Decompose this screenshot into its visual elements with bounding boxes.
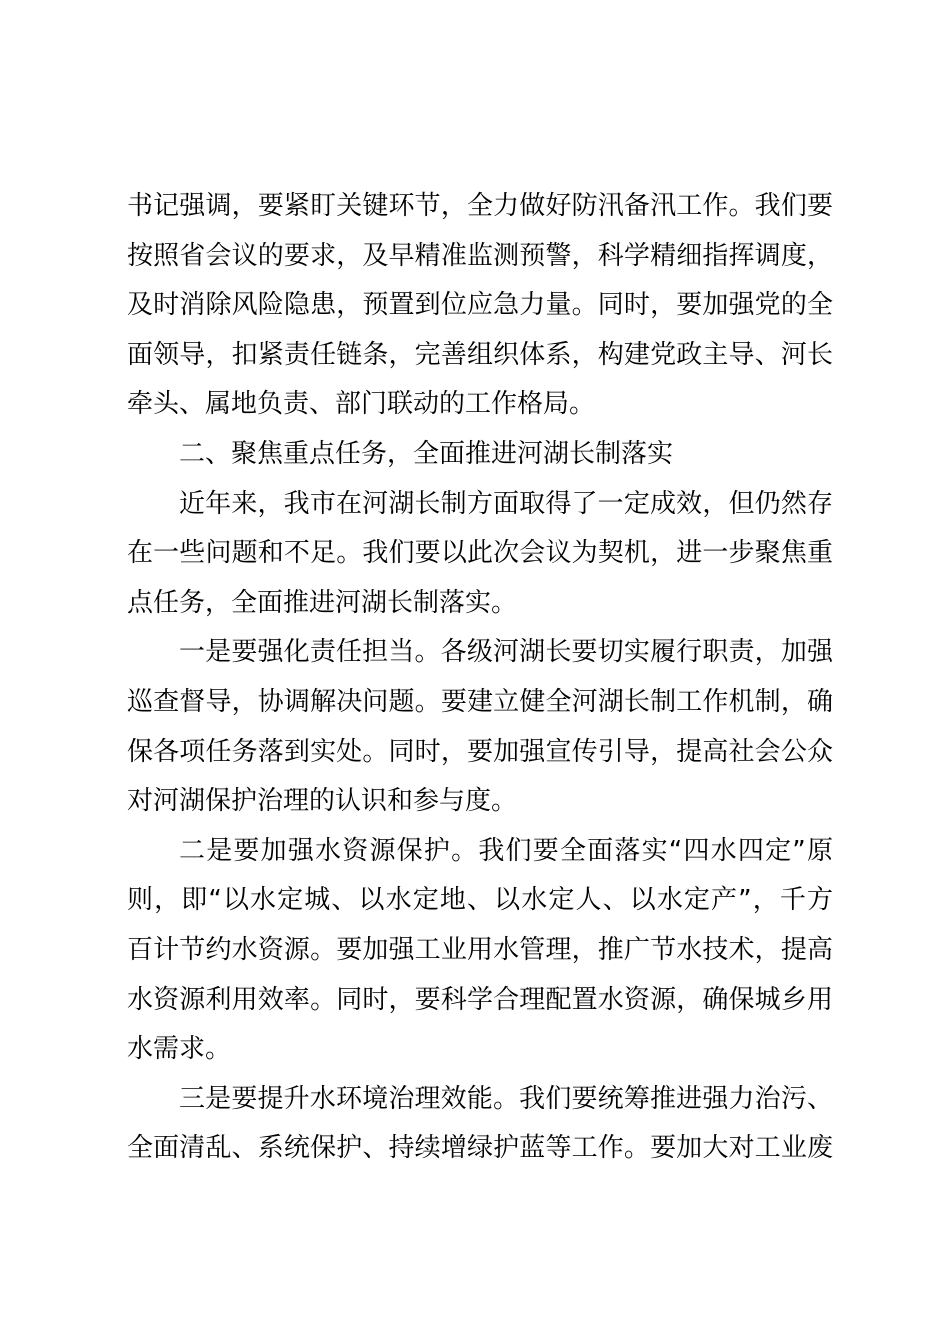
text-line: 牵头、属地负责、部门联动的工作格局。 (127, 389, 596, 420)
text-line: 三是要提升水环境治理效能。我们要统筹推进强力治污、 (179, 1083, 833, 1114)
text-line: 全面清乱、系统保护、持续增绿护蓝等工作。要加大对工业废 (127, 1133, 833, 1164)
text-line: 百计节约水资源。要加强工业用水管理，推广节水技术，提高 (127, 934, 833, 965)
text-line: 对河湖保护治理的认识和参与度。 (127, 786, 518, 817)
body-text (127, 182, 833, 1174)
text-line: 保各项任务落到实处。同时，要加强宣传引导，提高社会公众 (127, 736, 833, 767)
text-line: 及时消除风险隐患，预置到位应急力量。同时，要加强党的全 (127, 290, 833, 321)
text-line: 水资源利用效率。同时，要科学合理配置水资源，确保城乡用 (127, 984, 833, 1015)
section-heading: 二、聚焦重点任务，全面推进河湖长制落实 (179, 438, 674, 469)
text-line: 则，即“以水定城、以水定地、以水定人、以水定产”，千方 (127, 885, 833, 916)
text-line: 水需求。 (127, 1034, 232, 1065)
text-line: 面领导，扣紧责任链条，完善组织体系，构建党政主导、河长 (127, 339, 833, 370)
text-line: 书记强调，要紧盯关键环节，全力做好防汛备汛工作。我们要 (127, 191, 833, 221)
text-line: 按照省会议的要求，及早精准监测预警，科学精细指挥调度， (127, 240, 833, 271)
text-line: 在一些问题和不足。我们要以此次会议为契机，进一步聚焦重 (127, 538, 833, 569)
text-line: 巡查督导，协调解决问题。要建立健全河湖长制工作机制，确 (127, 686, 833, 717)
text-line: 近年来，我市在河湖长制方面取得了一定成效，但仍然存 (179, 488, 833, 519)
text-line: 点任务，全面推进河湖长制落实。 (127, 587, 518, 618)
text-line: 二是要加强水资源保护。我们要全面落实“四水四定”原 (179, 835, 833, 866)
text-line: 一是要强化责任担当。各级河湖长要切实履行职责，加强 (179, 637, 833, 668)
